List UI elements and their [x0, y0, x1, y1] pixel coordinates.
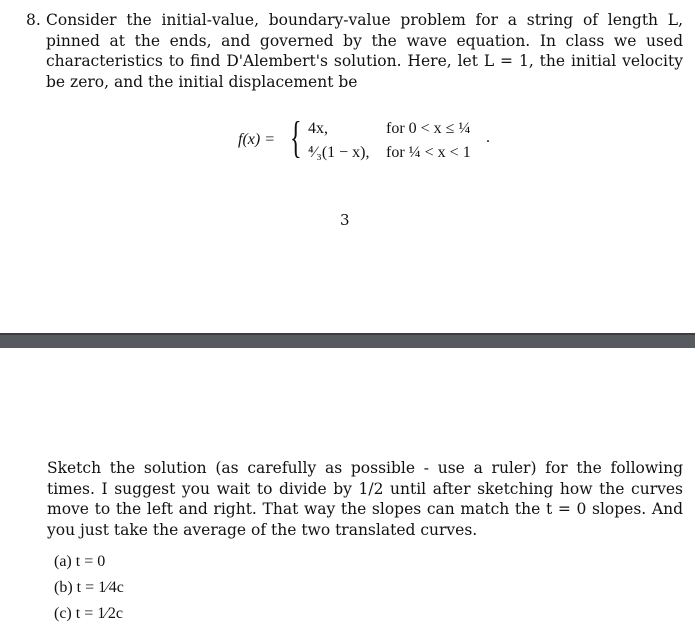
- part-time: t = 1⁄2c: [75, 605, 124, 622]
- case2-condition: for ¼ < x < 1: [386, 144, 471, 161]
- part-label: (a): [54, 553, 72, 570]
- problem-8: [26, 10, 683, 92]
- equation-lhs: f(x) =: [238, 131, 275, 148]
- problem-number: 8.: [26, 11, 41, 29]
- page-divider: [0, 333, 695, 348]
- piecewise-brace: {: [290, 113, 302, 162]
- sketch-instructions: Sketch the solution (as carefully as possible - use a ruler) for the following times. I suggest you wait to divide by 1/2 until after sketching how the curves move to the left and right. That way the slopes can match the t = 0 slopes. And you just take the average of the two translated curves.: [47, 459, 683, 539]
- part-label: (c): [54, 605, 72, 622]
- part-label: (b): [54, 579, 73, 596]
- part-a: [54, 553, 105, 571]
- case2-expression: ⁴⁄₃(1 − x),: [308, 144, 370, 161]
- case1-condition: for 0 < x ≤ ¼: [386, 120, 471, 137]
- page-number: 3: [340, 211, 350, 229]
- equation-period: .: [486, 129, 490, 146]
- initial-displacement-equation: [238, 113, 498, 167]
- part-b: [54, 579, 124, 597]
- part-time: t = 1⁄4c: [76, 579, 124, 596]
- problem-statement: Consider the initial-value, boundary-value problem for a string of length L, pinned at the ends, and governed by the wave equation. In class we used characteristics to find D'Alembert's solution. Here, let L = 1, the initial velocity be zero, and the initial displacement be: [46, 11, 683, 91]
- part-c: [54, 605, 123, 623]
- case1-expression: 4x,: [308, 120, 328, 137]
- part-time: t = 0: [75, 553, 106, 570]
